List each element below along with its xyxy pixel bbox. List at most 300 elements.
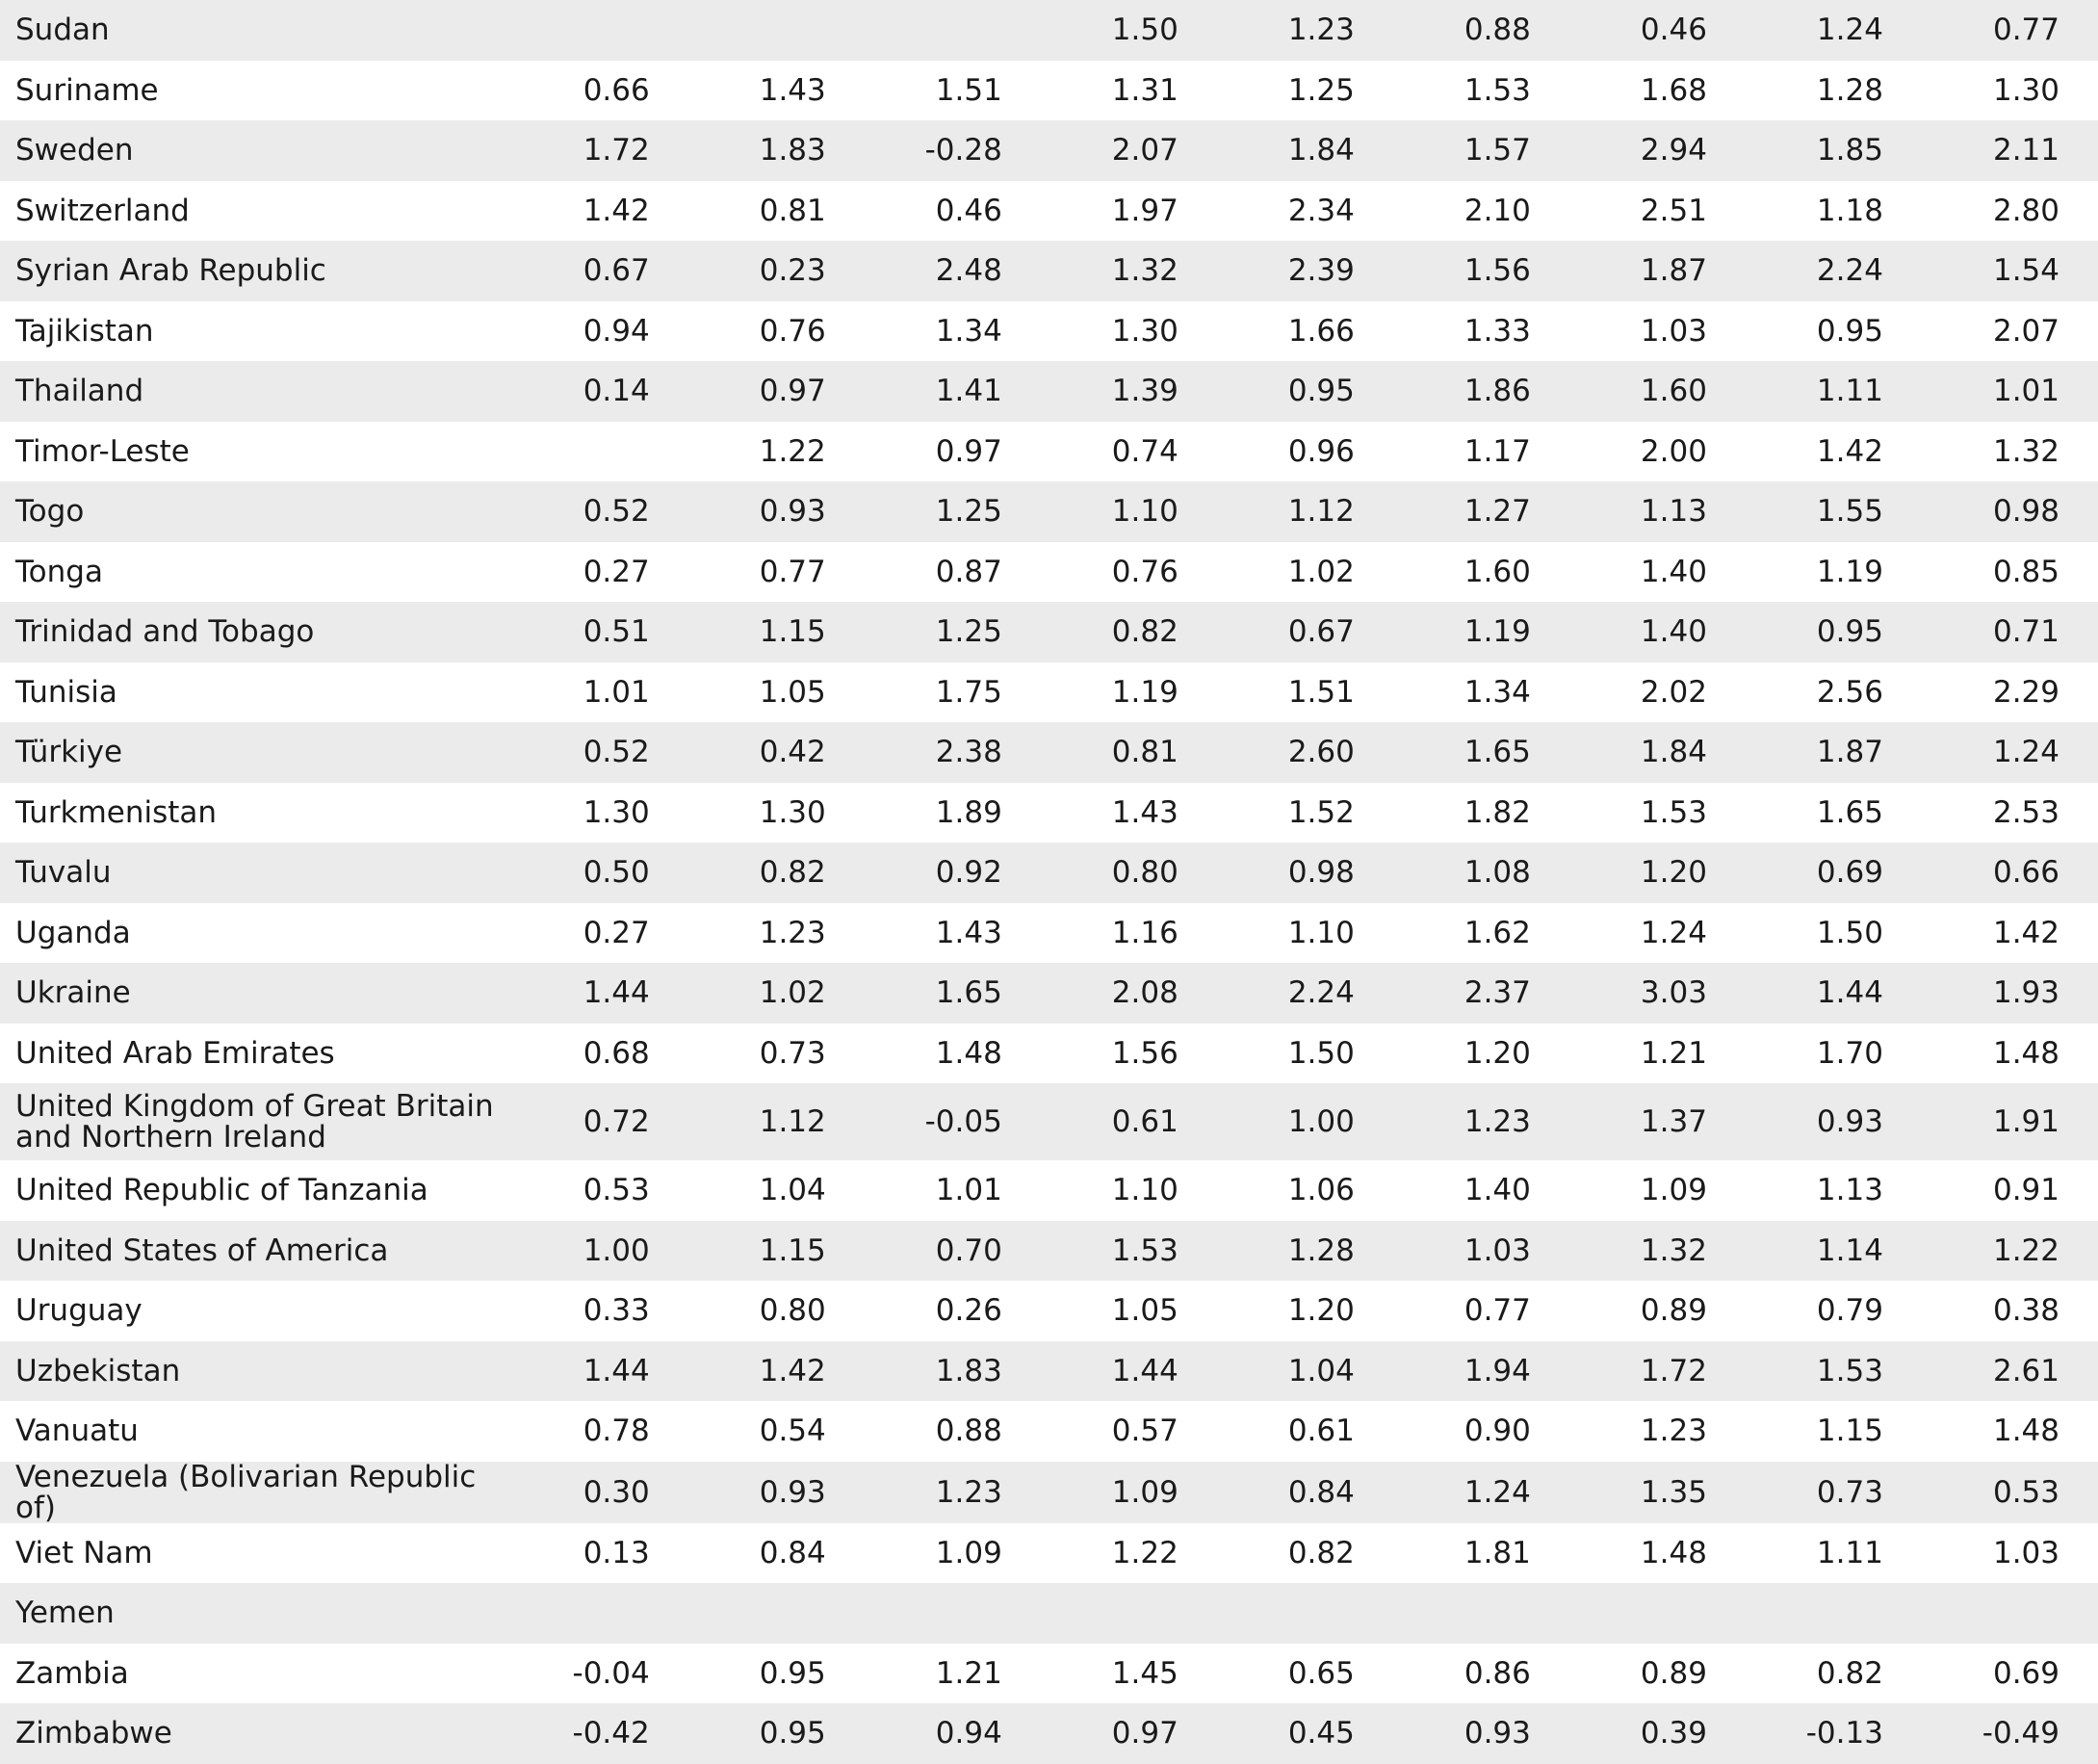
country-name-cell: Zimbabwe [0, 1703, 512, 1764]
value-cell: 1.12 [1217, 481, 1393, 542]
value-cell: 0.73 [1746, 1462, 1922, 1523]
value-cell: 1.44 [512, 1341, 688, 1402]
table-row [0, 481, 2098, 542]
value-cell: 1.21 [1569, 1024, 1746, 1084]
country-name-cell: Sudan [0, 0, 512, 61]
value-cell: 1.42 [1746, 422, 1922, 482]
value-cell: 1.51 [865, 61, 1041, 121]
value-cell [1746, 1583, 1922, 1644]
value-cell: 1.56 [1393, 241, 1569, 301]
value-cell: 1.04 [688, 1160, 865, 1221]
value-cell: 2.94 [1569, 120, 1746, 181]
value-cell: 0.66 [512, 61, 688, 121]
value-cell: 2.29 [1922, 662, 2098, 723]
country-name-cell: Tunisia [0, 662, 512, 723]
country-name-cell: Ukraine [0, 963, 512, 1024]
value-cell: 1.06 [1217, 1160, 1393, 1221]
value-cell: 2.60 [1217, 722, 1393, 783]
value-cell: 2.39 [1217, 241, 1393, 301]
value-cell: 0.74 [1041, 422, 1217, 482]
country-name-cell: Syrian Arab Republic [0, 241, 512, 301]
value-cell: 0.94 [512, 301, 688, 362]
country-name-cell: Tuvalu [0, 843, 512, 903]
value-cell: 0.77 [688, 542, 865, 603]
value-cell: 0.52 [512, 722, 688, 783]
value-cell: 0.91 [1922, 1160, 2098, 1221]
value-cell: 1.40 [1569, 602, 1746, 662]
table-row [0, 903, 2098, 964]
value-cell: 1.20 [1569, 843, 1746, 903]
value-cell: 1.15 [1746, 1401, 1922, 1462]
country-name-cell: Uruguay [0, 1281, 512, 1341]
country-name-cell: Uganda [0, 903, 512, 964]
value-cell: 1.31 [1041, 61, 1217, 121]
country-name-cell: United Kingdom of Great Britain and Northern Ireland [0, 1083, 512, 1160]
value-cell: 0.53 [1922, 1462, 2098, 1523]
value-cell: 0.13 [512, 1523, 688, 1584]
value-cell: 1.72 [1569, 1341, 1746, 1402]
value-cell: 1.51 [1217, 662, 1393, 723]
value-cell: 1.01 [1922, 361, 2098, 422]
value-cell: 1.12 [688, 1083, 865, 1160]
value-cell: 0.23 [688, 241, 865, 301]
value-cell [512, 0, 688, 61]
value-cell: 0.86 [1393, 1644, 1569, 1704]
value-cell: 1.00 [512, 1221, 688, 1282]
value-cell: -0.49 [1922, 1703, 2098, 1764]
value-cell: 0.39 [1569, 1703, 1746, 1764]
value-cell [512, 422, 688, 482]
value-cell: 1.60 [1569, 361, 1746, 422]
value-cell: 0.93 [1746, 1083, 1922, 1160]
value-cell: 1.72 [512, 120, 688, 181]
value-cell: 1.40 [1393, 1160, 1569, 1221]
value-cell: -0.28 [865, 120, 1041, 181]
value-cell: 2.24 [1746, 241, 1922, 301]
value-cell: 0.81 [688, 181, 865, 242]
value-cell: 0.26 [865, 1281, 1041, 1341]
value-cell: 0.84 [688, 1523, 865, 1584]
value-cell: 2.11 [1922, 120, 2098, 181]
value-cell: 1.68 [1569, 61, 1746, 121]
value-cell: 0.79 [1746, 1281, 1922, 1341]
value-cell: 0.95 [688, 1703, 865, 1764]
value-cell: 2.48 [865, 241, 1041, 301]
value-cell: 1.33 [1393, 301, 1569, 362]
value-cell: 1.11 [1746, 1523, 1922, 1584]
value-cell: 1.09 [1041, 1462, 1217, 1523]
value-cell: 0.14 [512, 361, 688, 422]
value-cell: 2.61 [1922, 1341, 2098, 1402]
value-cell: 0.66 [1922, 843, 2098, 903]
value-cell: 0.93 [688, 481, 865, 542]
value-cell: 1.62 [1393, 903, 1569, 964]
value-cell: 0.89 [1569, 1281, 1746, 1341]
table-row [0, 1160, 2098, 1221]
value-cell: 0.33 [512, 1281, 688, 1341]
table-row [0, 181, 2098, 242]
value-cell: 1.21 [865, 1644, 1041, 1704]
value-cell: 1.34 [1393, 662, 1569, 723]
value-cell: 1.43 [865, 903, 1041, 964]
value-cell: 2.24 [1217, 963, 1393, 1024]
value-cell: 1.65 [1393, 722, 1569, 783]
table-row [0, 843, 2098, 903]
value-cell: -0.05 [865, 1083, 1041, 1160]
value-cell: 0.46 [1569, 0, 1746, 61]
value-cell: 1.83 [865, 1341, 1041, 1402]
value-cell: 0.65 [1217, 1644, 1393, 1704]
value-cell: 1.19 [1041, 662, 1217, 723]
value-cell: 1.50 [1217, 1024, 1393, 1084]
value-cell: 1.82 [1393, 783, 1569, 843]
value-cell: 1.13 [1746, 1160, 1922, 1221]
table-row [0, 722, 2098, 783]
value-cell: 1.22 [688, 422, 865, 482]
country-name-cell: Türkiye [0, 722, 512, 783]
value-cell: 1.20 [1393, 1024, 1569, 1084]
value-cell: 1.53 [1041, 1221, 1217, 1282]
value-cell: 2.00 [1569, 422, 1746, 482]
value-cell: 1.66 [1217, 301, 1393, 362]
value-cell: 1.09 [865, 1523, 1041, 1584]
value-cell: 0.94 [865, 1703, 1041, 1764]
value-cell: 1.65 [1746, 783, 1922, 843]
value-cell: 0.57 [1041, 1401, 1217, 1462]
value-cell: 0.95 [1746, 301, 1922, 362]
value-cell: 0.46 [865, 181, 1041, 242]
country-name-cell: Yemen [0, 1583, 512, 1644]
value-cell: 1.23 [688, 903, 865, 964]
country-name-cell: Vanuatu [0, 1401, 512, 1462]
value-cell: 1.45 [1041, 1644, 1217, 1704]
value-cell: 1.05 [1041, 1281, 1217, 1341]
value-cell [1922, 1583, 2098, 1644]
table-row [0, 1221, 2098, 1282]
value-cell: 1.25 [865, 481, 1041, 542]
value-cell: 1.01 [865, 1160, 1041, 1221]
value-cell: 1.87 [1746, 722, 1922, 783]
value-cell: 1.44 [512, 963, 688, 1024]
country-name-cell: Switzerland [0, 181, 512, 242]
value-cell: 0.42 [688, 722, 865, 783]
value-cell: 0.93 [1393, 1703, 1569, 1764]
country-name-cell: United Arab Emirates [0, 1024, 512, 1084]
country-name-cell: Togo [0, 481, 512, 542]
value-cell: 1.28 [1217, 1221, 1393, 1282]
value-cell: 1.87 [1569, 241, 1746, 301]
value-cell: 1.23 [865, 1462, 1041, 1523]
value-cell: 0.82 [1217, 1523, 1393, 1584]
table-row [0, 1583, 2098, 1644]
value-cell: 1.24 [1569, 903, 1746, 964]
value-cell: 1.30 [512, 783, 688, 843]
country-name-cell: Viet Nam [0, 1523, 512, 1584]
table-row [0, 662, 2098, 723]
value-cell: 0.84 [1217, 1462, 1393, 1523]
country-name-cell: Turkmenistan [0, 783, 512, 843]
value-cell: 1.97 [1041, 181, 1217, 242]
value-cell: 0.82 [1041, 602, 1217, 662]
value-cell: 0.68 [512, 1024, 688, 1084]
value-cell: 1.50 [1746, 903, 1922, 964]
value-cell: 1.43 [1041, 783, 1217, 843]
table-row [0, 61, 2098, 121]
value-cell: 1.03 [1569, 301, 1746, 362]
value-cell: 0.61 [1041, 1083, 1217, 1160]
value-cell: 1.39 [1041, 361, 1217, 422]
value-cell: 2.07 [1041, 120, 1217, 181]
value-cell: 2.02 [1569, 662, 1746, 723]
value-cell: 1.34 [865, 301, 1041, 362]
value-cell: 1.11 [1746, 361, 1922, 422]
table-row [0, 602, 2098, 662]
value-cell: 1.91 [1922, 1083, 2098, 1160]
country-name-cell: Uzbekistan [0, 1341, 512, 1402]
value-cell: 1.55 [1746, 481, 1922, 542]
value-cell: 0.54 [688, 1401, 865, 1462]
value-cell: 1.17 [1393, 422, 1569, 482]
value-cell: 2.34 [1217, 181, 1393, 242]
value-cell [1569, 1583, 1746, 1644]
value-cell: 1.08 [1393, 843, 1569, 903]
value-cell: 0.88 [1393, 0, 1569, 61]
value-cell: 0.92 [865, 843, 1041, 903]
table-row [0, 1401, 2098, 1462]
value-cell: -0.42 [512, 1703, 688, 1764]
value-cell: 1.86 [1393, 361, 1569, 422]
value-cell: 1.94 [1393, 1341, 1569, 1402]
value-cell: 1.18 [1746, 181, 1922, 242]
value-cell: 0.97 [1041, 1703, 1217, 1764]
value-cell: 1.53 [1746, 1341, 1922, 1402]
value-cell: 0.67 [512, 241, 688, 301]
value-cell: 0.87 [865, 542, 1041, 603]
value-cell [865, 0, 1041, 61]
value-cell: 0.98 [1922, 481, 2098, 542]
value-cell: 0.38 [1922, 1281, 2098, 1341]
value-cell: 1.44 [1041, 1341, 1217, 1402]
value-cell: 1.57 [1393, 120, 1569, 181]
country-name-cell: Tonga [0, 542, 512, 603]
value-cell: 0.27 [512, 542, 688, 603]
country-name-cell: United States of America [0, 1221, 512, 1282]
value-cell: 1.75 [865, 662, 1041, 723]
value-cell: 1.25 [865, 602, 1041, 662]
value-cell: 0.52 [512, 481, 688, 542]
value-cell: 0.69 [1922, 1644, 2098, 1704]
value-cell: 1.32 [1041, 241, 1217, 301]
value-cell: 1.30 [688, 783, 865, 843]
value-cell: 0.53 [512, 1160, 688, 1221]
value-cell: 1.23 [1217, 0, 1393, 61]
value-cell [688, 1583, 865, 1644]
value-cell: 1.02 [1217, 542, 1393, 603]
value-cell: 1.44 [1746, 963, 1922, 1024]
value-cell: 1.13 [1569, 481, 1746, 542]
table-row [0, 1341, 2098, 1402]
value-cell: 1.48 [1569, 1523, 1746, 1584]
value-cell: 0.77 [1393, 1281, 1569, 1341]
value-cell: 1.42 [688, 1341, 865, 1402]
value-cell: 0.95 [1746, 602, 1922, 662]
value-cell: 2.10 [1393, 181, 1569, 242]
value-cell: 1.48 [1922, 1401, 2098, 1462]
value-cell: 0.95 [688, 1644, 865, 1704]
value-cell: 1.15 [688, 602, 865, 662]
value-cell: 0.82 [1746, 1644, 1922, 1704]
value-cell: 2.53 [1922, 783, 2098, 843]
value-cell: 1.24 [1393, 1462, 1569, 1523]
value-cell [1393, 1583, 1569, 1644]
value-cell: -0.13 [1746, 1703, 1922, 1764]
value-cell: 1.22 [1041, 1523, 1217, 1584]
value-cell: 1.09 [1569, 1160, 1746, 1221]
value-cell [1217, 1583, 1393, 1644]
value-cell: 1.23 [1393, 1083, 1569, 1160]
value-cell: 1.32 [1922, 422, 2098, 482]
value-cell: 0.95 [1217, 361, 1393, 422]
value-cell: 0.72 [512, 1083, 688, 1160]
value-cell: 0.50 [512, 843, 688, 903]
value-cell: 1.56 [1041, 1024, 1217, 1084]
value-cell: 1.81 [1393, 1523, 1569, 1584]
value-cell: 0.45 [1217, 1703, 1393, 1764]
value-cell: 1.50 [1041, 0, 1217, 61]
value-cell: -0.04 [512, 1644, 688, 1704]
value-cell: 0.69 [1746, 843, 1922, 903]
value-cell: 0.97 [865, 422, 1041, 482]
value-cell: 1.22 [1922, 1221, 2098, 1282]
value-cell: 0.97 [688, 361, 865, 422]
value-cell: 2.07 [1922, 301, 2098, 362]
value-cell: 1.23 [1569, 1401, 1746, 1462]
value-cell: 1.15 [688, 1221, 865, 1282]
value-cell: 0.89 [1569, 1644, 1746, 1704]
value-cell: 1.04 [1217, 1341, 1393, 1402]
value-cell: 1.28 [1746, 61, 1922, 121]
value-cell: 0.85 [1922, 542, 2098, 603]
value-cell: 0.93 [688, 1462, 865, 1523]
table-row [0, 241, 2098, 301]
value-cell: 1.53 [1393, 61, 1569, 121]
value-cell: 1.42 [512, 181, 688, 242]
value-cell: 2.08 [1041, 963, 1217, 1024]
value-cell: 1.83 [688, 120, 865, 181]
value-cell: 1.05 [688, 662, 865, 723]
value-cell: 1.42 [1922, 903, 2098, 964]
value-cell: 2.80 [1922, 181, 2098, 242]
value-cell: 2.51 [1569, 181, 1746, 242]
value-cell: 0.67 [1217, 602, 1393, 662]
value-cell: 1.84 [1217, 120, 1393, 181]
value-cell: 1.41 [865, 361, 1041, 422]
value-cell: 1.19 [1393, 602, 1569, 662]
value-cell: 1.20 [1217, 1281, 1393, 1341]
value-cell: 0.76 [1041, 542, 1217, 603]
value-cell: 1.32 [1569, 1221, 1746, 1282]
table-row [0, 361, 2098, 422]
table-row [0, 1281, 2098, 1341]
value-cell: 0.90 [1393, 1401, 1569, 1462]
value-cell: 1.19 [1746, 542, 1922, 603]
country-name-cell: Trinidad and Tobago [0, 602, 512, 662]
value-cell: 3.03 [1569, 963, 1746, 1024]
value-cell: 1.14 [1746, 1221, 1922, 1282]
value-cell [1041, 1583, 1217, 1644]
value-cell: 1.03 [1393, 1221, 1569, 1282]
country-name-cell: Timor-Leste [0, 422, 512, 482]
country-name-cell: Suriname [0, 61, 512, 121]
value-cell: 0.76 [688, 301, 865, 362]
value-cell: 2.37 [1393, 963, 1569, 1024]
value-cell: 1.02 [688, 963, 865, 1024]
country-name-cell: Sweden [0, 120, 512, 181]
table-row [0, 1083, 2098, 1160]
value-cell: 1.93 [1922, 963, 2098, 1024]
value-cell: 2.38 [865, 722, 1041, 783]
value-cell: 0.30 [512, 1462, 688, 1523]
value-cell: 0.82 [688, 843, 865, 903]
country-name-cell: Tajikistan [0, 301, 512, 362]
value-cell: 1.85 [1746, 120, 1922, 181]
value-cell: 1.35 [1569, 1462, 1746, 1523]
value-cell: 1.10 [1041, 481, 1217, 542]
table-row [0, 783, 2098, 843]
value-cell: 1.00 [1217, 1083, 1393, 1160]
table-row [0, 1523, 2098, 1584]
table-row [0, 0, 2098, 61]
value-cell: 1.24 [1922, 722, 2098, 783]
country-name-cell: United Republic of Tanzania [0, 1160, 512, 1221]
value-cell [688, 0, 865, 61]
value-cell: 0.70 [865, 1221, 1041, 1282]
value-cell: 1.60 [1393, 542, 1569, 603]
value-cell: 1.48 [1922, 1024, 2098, 1084]
table-row [0, 1703, 2098, 1764]
value-cell: 0.98 [1217, 843, 1393, 903]
value-cell: 0.78 [512, 1401, 688, 1462]
country-name-cell: Venezuela (Bolivarian Republic of) [0, 1462, 512, 1523]
table-row [0, 120, 2098, 181]
value-cell: 1.65 [865, 963, 1041, 1024]
value-cell: 2.56 [1746, 662, 1922, 723]
value-cell: 0.80 [688, 1281, 865, 1341]
value-cell: 1.89 [865, 783, 1041, 843]
value-cell: 1.53 [1569, 783, 1746, 843]
value-cell: 1.30 [1922, 61, 2098, 121]
value-cell: 0.80 [1041, 843, 1217, 903]
table-row [0, 1462, 2098, 1523]
table-row [0, 542, 2098, 603]
value-cell: 1.54 [1922, 241, 2098, 301]
country-name-cell: Zambia [0, 1644, 512, 1704]
value-cell: 1.52 [1217, 783, 1393, 843]
value-cell: 1.10 [1041, 1160, 1217, 1221]
value-cell: 1.43 [688, 61, 865, 121]
value-cell: 1.48 [865, 1024, 1041, 1084]
value-cell: 1.03 [1922, 1523, 2098, 1584]
value-cell: 1.27 [1393, 481, 1569, 542]
value-cell [865, 1583, 1041, 1644]
value-cell [512, 1583, 688, 1644]
table-row [0, 1024, 2098, 1084]
table-row [0, 1644, 2098, 1704]
value-cell: 0.27 [512, 903, 688, 964]
value-cell: 1.70 [1746, 1024, 1922, 1084]
value-cell: 1.37 [1569, 1083, 1746, 1160]
table-row [0, 422, 2098, 482]
